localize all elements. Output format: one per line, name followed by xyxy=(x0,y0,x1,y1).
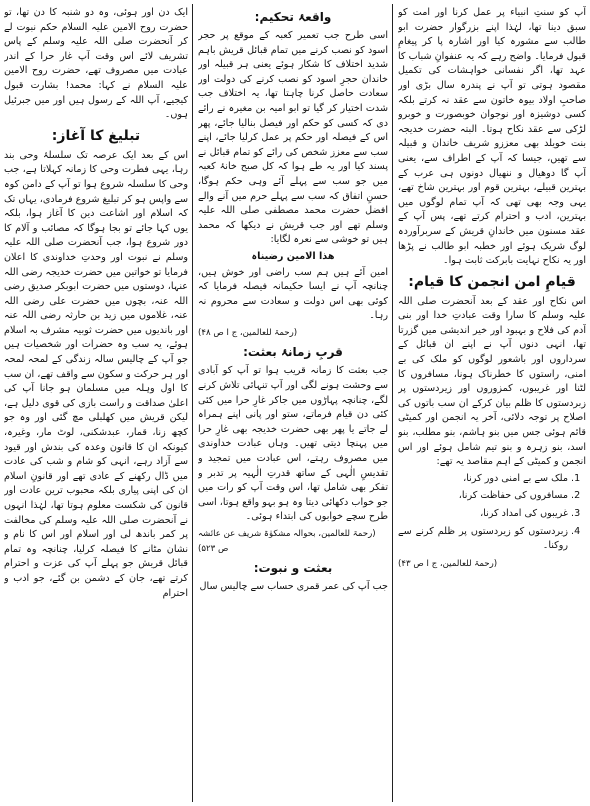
reference-citation: (رحمۃ للعالمین، بحوالہ مشکوٰۃ شریف عن عائشہ ص ۵۲۳) xyxy=(198,529,376,554)
middle-column xyxy=(198,6,388,802)
column-divider xyxy=(392,4,393,802)
section-heading-near-prophethood: قربِ زمانۂ بعثت: xyxy=(243,345,343,360)
section-heading-peace-committee: قیامِ امن انجمن کا قیام: xyxy=(408,273,576,290)
reference-citation: (رحمۃ للعالمین، ج ا ص ۴۳) xyxy=(398,558,498,569)
prophethood-paragraph: جب آپ کی عمر قمری حساب سے چالیس سال xyxy=(199,581,388,593)
column-divider xyxy=(192,4,193,802)
right-column xyxy=(398,6,586,802)
revelation-paragraph: ایک دن اور ہوئی، وہ دو شنبہ کا دن تھا، تو حضرت روح الامین علیہ السلام حکم نبوت لے کر آنحضرت صلی اللہ علیہ وسلم کے پاس تشریف لائے اس وقت آپ غار حرا کے اندر عبادت میں مصروف تھے، حضرت روح الامین علیہ السلام نے کہا: محمد! بشارت قبول کیجیے، آپ اللہ کے رسول ہیں اور میں جبرئیل ہوں۔ xyxy=(4,7,188,121)
near-prophethood-paragraph: جب بعثت کا زمانہ قریب ہوا تو آپ کو آبادی سے وحشت ہونے لگی اور آپ تنہائی تلاش کرنے لگے، چنانچہ پہاڑوں میں جاکر غارِ حرا میں کئی کئی دن قیام فرماتے، ستو اور پانی اپنے ہمراہ لے جاتے یا پھر بھی حضرت خدیجہ بھی غارِ حرا میں پہنچا دیتی تھیں۔ وہاں عبادت خداوندی میں مصروف رہتے، اس عبادت میں تمجید و تقدیسِ الٰہی کے ساتھ قدرتِ الٰہیہ پر تدبر و تفکر بھی شامل تھا، اس وقت آپ کو رات میں جو خواب دکھائی دیتا وہ ہو بہو واقع ہوتا، اسی طرح سچے خوابوں کی ابتداء ہوئی۔ xyxy=(198,365,388,523)
preaching-paragraph: اس کے بعد ایک عرصہ تک سلسلۂ وحی بند رہا، یہی فطرت وحی کا زمانہ کہلاتا ہے، جب وحی کا سلسلہ شروع ہوا تو آپ کے دامن کوہ سے واپس ہو کر تبلیغ شروع فرمادی، یہاں تک کہ اسلام اور اشاعت دین کا آغاز ہوا، بلکہ یوں کہا جائے تو بجا ہوگا کہ مصائب و آلام کا دور شروع ہوا، جب آنحضرت صلی اللہ علیہ وسلم نے نبوت اور وحدتِ خداوندی کا اعلان فرمایا تو خواتین میں حضرت خدیجہ رضی اللہ عنہا، دوستوں میں حضرت ابوبکر صدیق رضی اللہ عنہ، بچوں میں حضرت علی رضی اللہ عنہ، غلاموں میں زید بن حارثہ رضی اللہ عنہ اور باندیوں میں حضرت ثوبیہ مشرف بہ اسلام ہوئے، یہ سب وہ حضرات اور شخصیات ہیں جو آپ کے چالیس سالہ زندگی کے لمحہ لمحہ اور ہر حرکت و سکون سے واقف تھے، ان سب کا اول وہلہ میں مسلمان ہو جانا آپ کی اعلیٰ صداقت و راست بازی کی قوی دلیل ہے، لیکن قریش میں کھلبلی مچ گئی اور وہ جو کچھ زنا، قمار، عبدشکنی، لوٹ مار، وغیرہ، کیونکہ ان کا قانون وعدہ کی بندش اور قیود سے آزاد رہے، انہی کو شام و شب کی عادت میں ڈال رکھنے کے عادی تھے اور قانونِ اسلام ان کی اپنی پیاری بلکہ محبوب ترین عادت اور قانون کی شکست معلوم ہوتا تھا، لہٰذا انہوں نے آنحضرت صلی اللہ علیہ وسلم کی مخالفت پر کمر باندھ لی اور اسلام اور اس کا نام و نشان مٹانے کا فیصلہ کرلیا، چنانچہ وہ تمام قبائل قریش جو پہلے آپ کی عزت و احترام کرتے تھے، جان کے دشمن بن گئے، جو ادب و احترام xyxy=(4,149,188,599)
list-item: 3. غریبوں کی امداد کرنا، xyxy=(398,507,568,522)
marriage-paragraph: آپ کو سنتِ انبیاء پر عمل کرنا اور امت کو سبق دینا تھا، لہٰذا اپنے بزرگوار حضرت ابو طالب سے مشورہ کیا اور اشارہ پا کر پیغامِ قبول فرمایا۔ واضح رہے کہ یہ عنفوانِ شباب کا عہد تھا، اگر نفسانی خواہشات کی تکمیل مقصود ہوتی تو آپ نے پندرہ سال بڑی اور صاحبِ اولاد بیوہ خاتون سے عقد نہ کرتے بلکہ کسی دوشیزہ اور نوجوان خوبصورت و خوبرو لڑکی سے عقد نکاح ہوتا۔ البتہ حضرت خدیجہ بنت خویلد بھی معززو شریف خاندان و قبیلہ سے تھیں، جیسا کہ آپ کے اطراف سے، یعنی آپ گا دوھیال و ننھیال دونوں ہی عرب کے بہترین قبیلے، بہترین قوم اور بہترین شاخ تھے، یہی وجہ بھی تھی کہ آپ تمام لوگوں میں بہترین، ادب و احترام کرتے تھے، پس آپ کے عقد مسنون میں خاندانِ قریش کے سربرآوردہ لوگ شریک ہوئے اور خطبہ ابو طالب نے پڑھا اور یہ نکاح نہایت بابرکت ثابت ہوا۔ xyxy=(398,7,586,267)
arbitration-paragraph-cont: امین آئے ہیں ہم سب راضی اور خوش ہیں، چنانچہ آپ نے ایسا حکیمانہ فیصلہ فرمایا کہ کوئی بھی اس دولت و سعادت سے محروم نہ رہا۔ xyxy=(198,266,388,322)
section-heading-prophethood: بعثت و نبوت: xyxy=(253,561,333,576)
section-heading-arbitration: واقعۂ تحکیم: xyxy=(254,10,332,24)
arbitration-paragraph: اسی طرح جب تعمیر کعبہ کے موقع پر حجر اسود کو نصب کرنے میں تمام قبائل قریش باہم شدید اختلاف کا شکار ہوئے یعنی ہر قبیلہ اور خاندان حجرِ اسود کو نصب کرنے کی دولت اور سعادت حاصل کرنا چاہتا تھا، یہ اختلاف جب شدت اختیار کر گیا تو ابو امیہ بن مغیرہ نے رائے دی کہ کسی کو حکم اور فیصل بنالیا جائے، پھر اس کے فیصلہ اور حکم پر عمل کرلیا جائے، اپنے سب سے معزز شخص کی رائے کو تمام قبائل نے پسند کیا اور یہ طے ہوا کہ کل صبح خانۂ کعبہ میں جو سب سے پہلے آئے وہی حکم ہوگا، حسنِ اتفاق کہ سب سے پہلے حرم میں آنے والے افضل حضرت محمد مصطفی صلی اللہ علیہ وسلم تھے اور جب قریش نے دیکھا کہ محمد ہیں تو خوشی سے نعرہ لگایا: xyxy=(198,30,388,246)
section-heading-preaching-start: تبلیغ کا آغاز: xyxy=(51,127,141,144)
list-item: 2. مسافروں کی حفاظت کرنا، xyxy=(398,489,568,504)
reference-citation: (رحمۃ للعالمین، ج ا ص ۴۸) xyxy=(198,327,298,338)
committee-paragraph: اس نکاح اور عقد کے بعد آنحضرت صلی اللہ علیہ وسلم کا سارا وقت عبادتِ خدا اور بنی آدم کی فلاح و بہبود اور خیر اندیشی میں گزرتا تھا، انہی دنوں آپ نے اپنے ان قبائل کے سرداروں اور باشعور لوگوں کو ملک کی بے امنی، راستوں کا خطرناک ہونا، مسافروں کا لٹنا اور غریبوں، کمزوروں اور زیردستوں پر زبردستوں کا ظلم بیان کرکے ان سب باتوں کی اصلاح پر توجہ دلائی، آخر یہ انجمن اور کمیٹی قائم ہوئی جس میں بنو ہاشم، بنو مطلب، بنو اسد، بنو زہرہ و بنو تیم شامل ہوئے اور اس انجمن و کمیٹی کے اہم مقاصد یہ تھے: xyxy=(398,295,586,468)
list-item: 4. زبردستوں کو زیردستوں پر ظلم کرنے سے روکنا۔ xyxy=(398,525,568,554)
arabic-quote: ھذا الامین رضیناہ xyxy=(251,250,335,262)
committee-aims-list xyxy=(398,472,586,554)
list-item: 1. ملک سے بے امنی دور کرنا، xyxy=(398,472,568,487)
left-column xyxy=(4,6,188,802)
